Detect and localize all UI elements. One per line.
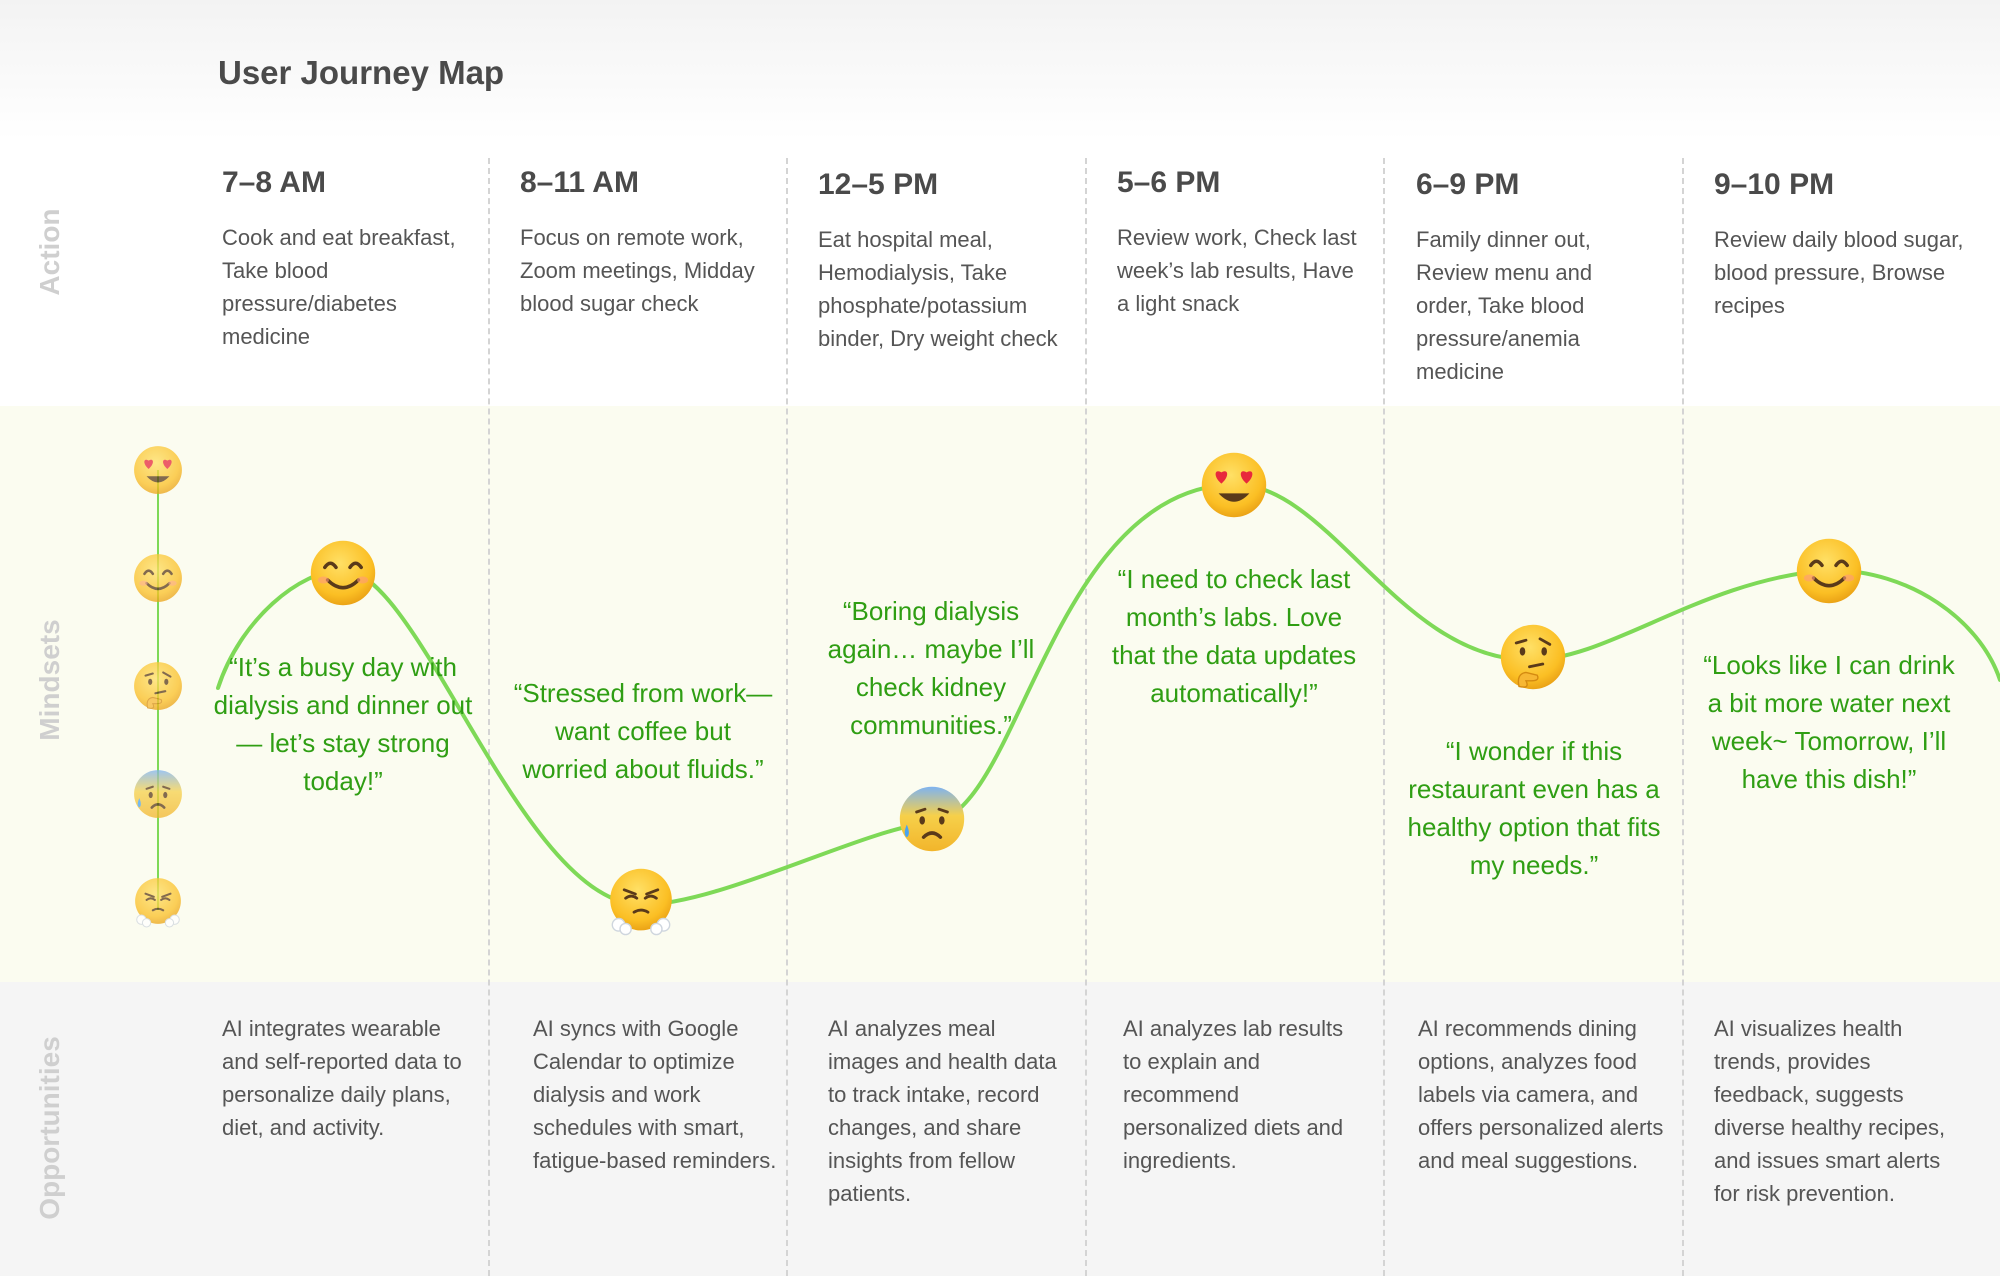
column-divider (1682, 158, 1684, 1276)
emotion-scale (130, 444, 186, 940)
smiling-icon (1794, 536, 1864, 606)
stage-opportunity: AI recommends dining options, analyzes food labels via camera, and offers personalized alerts and meal suggestions. (1418, 1016, 1664, 1173)
frustrated-steam-icon (132, 876, 184, 928)
stage-opportunity: AI syncs with Google Calendar to optimize dialysis and work schedules with smart, fatigue-based reminders. (533, 1016, 777, 1173)
stage-action: Family dinner out, Review menu and order, Take blood pressure/anemia medicine (1416, 227, 1593, 384)
stage-quote: “Stressed from work—want coffee but worried about fluids.” (513, 678, 773, 784)
stage-opportunity: AI visualizes health trends, provides feedback, suggests diverse healthy recipes, and issues smart alerts for risk prevention. (1714, 1016, 1946, 1206)
stage-action: Focus on remote work, Zoom meetings, Midday blood sugar check (520, 225, 755, 316)
column-divider (786, 158, 788, 1276)
column-divider (1085, 158, 1087, 1276)
column-divider (1383, 158, 1385, 1276)
stage-quote: “I need to check last month’s labs. Love that the data updates automatically!” (1111, 564, 1357, 708)
frustrated-steam-icon (606, 866, 676, 936)
stage-quote: “Boring dialysis again… maybe I’ll check kidney communities.” (827, 596, 1035, 740)
stage-quote: “It’s a busy day with dialysis and dinner out — let’s stay strong today!” (213, 652, 473, 796)
stage-time: 8–11 AM (520, 166, 639, 199)
stage-quote: “Looks like I can drink a bit more water next week~ Tomorrow, I’ll have this dish!” (1703, 650, 1955, 794)
thinking-icon (1498, 622, 1568, 692)
stage-quote: “I wonder if this restaurant even has a healthy option that fits my needs.” (1407, 736, 1661, 880)
heart-eyes-icon (132, 444, 184, 496)
row-label-mindsets: Mindsets (34, 619, 65, 741)
stage-opportunity: AI analyzes meal images and health data to track intake, record changes, and share insights from fellow patients. (828, 1016, 1057, 1206)
row-label-opportunities: Opportunities (34, 1036, 65, 1220)
stage-action: Eat hospital meal, Hemodialysis, Take phosphate/potassium binder, Dry weight check (818, 227, 1058, 351)
stage-time: 9–10 PM (1714, 168, 1835, 201)
page-title: User Journey Map (218, 54, 505, 91)
heart-eyes-icon (1199, 450, 1269, 520)
stage-time: 5–6 PM (1117, 166, 1221, 199)
stage-time: 12–5 PM (818, 168, 939, 201)
stage-action: Review work, Check last week’s lab results, Have a light snack (1117, 225, 1357, 316)
stage-time: 7–8 AM (222, 166, 326, 199)
stage-time: 6–9 PM (1416, 168, 1520, 201)
stage-action: Cook and eat breakfast, Take blood pressure/diabetes medicine (222, 225, 456, 349)
stage-action: Review daily blood sugar, blood pressure, Browse recipes (1714, 227, 1964, 318)
column-divider (488, 158, 490, 1276)
stage-opportunity: AI integrates wearable and self-reported data to personalize daily plans, diet, and activity. (222, 1016, 462, 1140)
smiling-icon (308, 538, 378, 608)
thinking-icon (132, 660, 184, 712)
anxious-sweat-icon (897, 784, 967, 854)
anxious-sweat-icon (132, 768, 184, 820)
smiling-icon (132, 552, 184, 604)
stage-opportunity: AI analyzes lab results to explain and recommend personalized diets and ingredients. (1123, 1016, 1344, 1173)
row-label-action: Action (34, 208, 65, 296)
